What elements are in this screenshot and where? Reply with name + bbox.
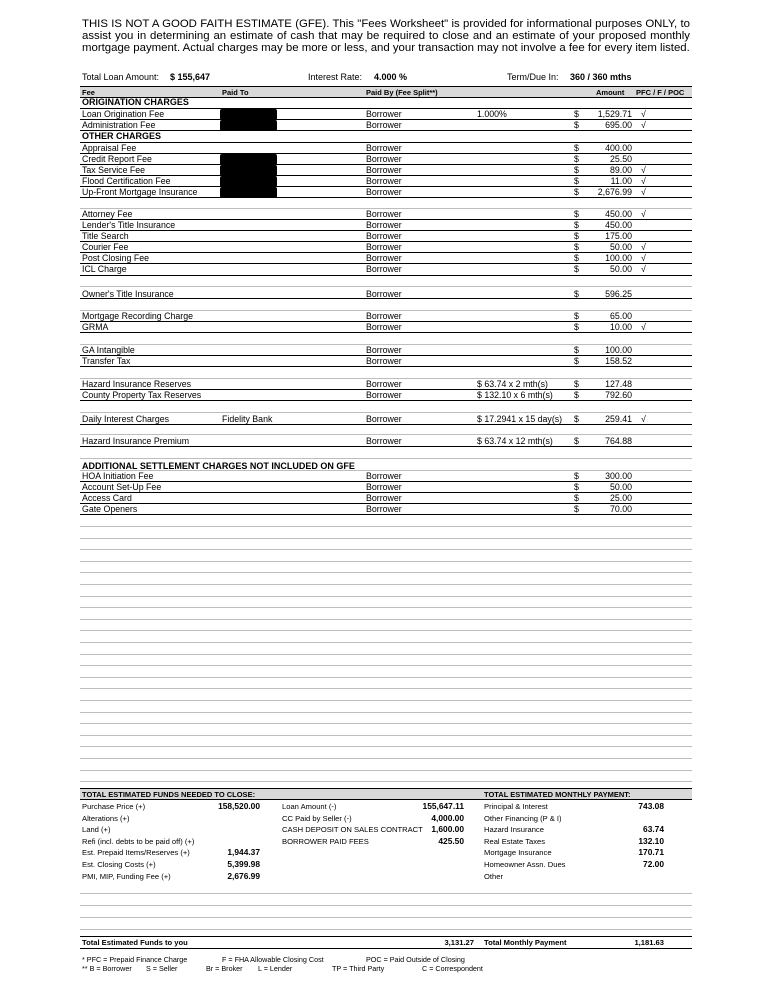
total-line-label: CASH DEPOSIT ON SALES CONTRACT — [282, 825, 423, 835]
rule-line — [80, 470, 692, 471]
fee-currency: $ — [574, 345, 579, 355]
final-totals-row — [80, 937, 692, 948]
disclaimer-text: THIS IS NOT A GOOD FAITH ESTIMATE (GFE). This "Fees Worksheet" is provided for informational purposes ONLY, to assist you in determining an estimate of cash that may be required to close and an estimate of your proposed monthly mortgage payment. Actual charges may be more or less, and your transaction may not involve a fee for every item listed. — [82, 18, 690, 54]
col-amount: Amount — [596, 88, 625, 97]
fee-paid-by: Borrower — [366, 390, 402, 400]
fee-paid-by: Borrower — [366, 322, 402, 332]
rule-line — [80, 142, 692, 143]
fee-amount: 50.00 — [609, 242, 632, 252]
rule-line — [80, 175, 692, 176]
fee-name: Flood Certification Fee — [82, 176, 171, 186]
fee-name: HOA Initiation Fee — [82, 471, 154, 481]
fee-amount: 450.00 — [605, 209, 632, 219]
fee-currency: $ — [574, 220, 579, 230]
total-line-value: 63.74 — [643, 824, 664, 835]
rule-line — [80, 355, 692, 356]
rule-line — [80, 688, 692, 689]
section-origination: ORIGINATION CHARGES — [82, 97, 189, 107]
total-line-label: Homeowner Assn. Dues — [484, 860, 566, 869]
fee-name: Administration Fee — [82, 120, 156, 130]
fee-paid-to: Fidelity Bank — [222, 414, 273, 424]
total-line-label: Principal & Interest — [484, 802, 548, 811]
total-line-label: Other — [484, 871, 503, 881]
rule-line — [80, 677, 692, 678]
rule-line — [80, 526, 692, 527]
fee-name: Hazard Insurance Reserves — [82, 379, 192, 389]
fee-amount: 300.00 — [605, 471, 632, 481]
fee-currency: $ — [574, 165, 579, 175]
rule-line — [80, 619, 692, 620]
monthly-payment-heading: TOTAL ESTIMATED MONTHLY PAYMENT: — [484, 790, 631, 799]
rule-line — [80, 263, 692, 264]
rule-line — [80, 492, 692, 493]
fee-name: Mortgage Recording Charge — [82, 311, 194, 321]
rule-line — [80, 219, 692, 220]
rule-line — [80, 332, 692, 333]
rule-line — [80, 893, 692, 894]
fee-calculation: $ 132.10 x 6 mth(s) — [477, 390, 553, 400]
col-paid-to: Paid To — [222, 88, 249, 97]
pfc-check: √ — [641, 242, 646, 252]
rule-line — [80, 389, 692, 390]
fee-currency: $ — [574, 154, 579, 164]
fee-currency: $ — [574, 390, 579, 400]
rule-line — [80, 446, 692, 447]
rule-line — [80, 735, 692, 736]
redaction-bar — [220, 176, 277, 187]
rule-line — [80, 108, 692, 109]
fee-name: Transfer Tax — [82, 356, 131, 366]
fee-currency: $ — [574, 379, 579, 389]
fee-paid-by: Borrower — [366, 311, 402, 321]
section-other: OTHER CHARGES — [82, 131, 162, 141]
col-pfc: PFC / F / POC — [636, 88, 685, 97]
pfc-check: √ — [641, 414, 646, 424]
fee-paid-by: Borrower — [366, 471, 402, 481]
redaction-bar — [220, 187, 277, 198]
rule-line — [80, 153, 692, 154]
section-additional: ADDITIONAL SETTLEMENT CHARGES NOT INCLUDED ON GFE — [82, 461, 355, 471]
total-line-label: Purchase Price (+) — [82, 802, 146, 811]
total-line-label: Est. Closing Costs (+) — [82, 860, 156, 869]
final-monthly-value: 1,181.63 — [634, 938, 664, 947]
rule-line — [80, 275, 692, 276]
fee-currency: $ — [574, 493, 579, 503]
fee-paid-by: Borrower — [366, 165, 402, 175]
rule-line — [80, 286, 692, 287]
rule-line — [80, 538, 692, 539]
fee-paid-by: Borrower — [366, 414, 402, 424]
total-line-value: 4,000.00 — [431, 812, 464, 823]
rule-line — [80, 549, 692, 550]
fee-amount: 100.00 — [605, 345, 632, 355]
fee-name: Hazard Insurance Premium — [82, 436, 190, 446]
rule-line — [80, 208, 692, 209]
fee-amount: 400.00 — [605, 143, 632, 153]
fee-amount: 596.25 — [605, 289, 632, 299]
fee-paid-by: Borrower — [366, 436, 402, 446]
fee-name: GA Intangible — [82, 345, 135, 355]
total-line-value: 155,647.11 — [422, 801, 464, 811]
final-monthly-label: Total Monthly Payment — [484, 938, 567, 947]
total-line-value: 1,944.37 — [227, 847, 260, 858]
legend-item: L = Lender — [258, 964, 293, 973]
fee-paid-by: Borrower — [366, 220, 402, 230]
fee-name: Lender's Title Insurance — [82, 220, 176, 230]
rule-line — [80, 929, 692, 930]
rule-line — [80, 298, 692, 299]
redaction-bar — [220, 165, 277, 176]
fee-paid-by: Borrower — [366, 264, 402, 274]
total-line-value: 170.71 — [638, 847, 664, 858]
fee-name: GRMA — [82, 322, 109, 332]
fee-currency: $ — [574, 187, 579, 197]
fee-currency: $ — [574, 231, 579, 241]
rule-line — [80, 321, 692, 322]
fee-paid-by: Borrower — [366, 504, 402, 514]
fee-currency: $ — [574, 120, 579, 130]
rule-line — [80, 630, 692, 631]
total-line-label: Refi (incl. debts to be paid off) (+) — [82, 836, 195, 846]
pfc-check: √ — [641, 253, 646, 263]
pfc-check: √ — [641, 176, 646, 186]
fee-amount: 11.00 — [610, 176, 632, 186]
totals-header — [80, 788, 692, 800]
fee-amount: 259.41 — [605, 414, 632, 424]
legend-item: C = Correspondent — [422, 964, 483, 973]
fee-calculation: $ 17.2941 x 15 day(s) — [477, 414, 563, 424]
fee-currency: $ — [574, 471, 579, 481]
fee-name: Post Closing Fee — [82, 253, 149, 263]
rule-line — [80, 642, 692, 643]
term-label: Term/Due In: — [507, 72, 559, 82]
fee-currency: $ — [574, 289, 579, 299]
fee-paid-by: Borrower — [366, 154, 402, 164]
total-line-value: 158,520.00 — [218, 801, 260, 811]
total-line-value: 72.00 — [643, 859, 664, 869]
rule-line — [80, 746, 692, 747]
total-line-value: 5,399.98 — [227, 859, 260, 869]
fee-amount: 65.00 — [609, 311, 632, 321]
fee-name: Account Set-Up Fee — [82, 482, 162, 492]
fee-paid-by: Borrower — [366, 289, 402, 299]
total-line-label: Alterations (+) — [82, 813, 130, 823]
rule-line — [80, 344, 692, 345]
rule-line — [80, 230, 692, 231]
redaction-bar — [220, 154, 277, 165]
legend-item: S = Seller — [146, 964, 178, 973]
fee-currency: $ — [574, 436, 579, 446]
final-funds-value: 3,131.27 — [444, 938, 474, 947]
rule-line — [80, 458, 692, 459]
redaction-bar — [220, 109, 277, 120]
fee-name: Daily Interest Charges — [82, 414, 170, 424]
rule-line — [80, 584, 692, 585]
total-line-label: CC Paid by Seller (-) — [282, 813, 352, 823]
total-line-label: Est. Prepaid Items/Reserves (+) — [82, 848, 190, 858]
fee-amount: 158.52 — [605, 356, 632, 366]
fee-amount: 1,529.71 — [597, 109, 632, 119]
fee-name: Up-Front Mortgage Insurance — [82, 187, 198, 197]
pfc-check: √ — [641, 165, 646, 175]
rule-line — [80, 424, 692, 425]
total-line-value: 2,676.99 — [227, 870, 260, 881]
fee-amount: 764.88 — [605, 436, 632, 446]
fee-currency: $ — [574, 264, 579, 274]
pfc-check: √ — [641, 187, 646, 197]
total-line-label: Hazard Insurance — [484, 825, 544, 835]
rule-line — [80, 665, 692, 666]
rule-line — [80, 252, 692, 253]
fee-currency: $ — [574, 322, 579, 332]
term-value: 360 / 360 mths — [570, 72, 632, 82]
total-loan-label: Total Loan Amount: — [82, 72, 160, 82]
fee-currency: $ — [574, 242, 579, 252]
fee-name: Gate Openers — [82, 504, 138, 514]
rule-line — [80, 700, 692, 701]
fee-currency: $ — [574, 356, 579, 366]
pfc-check: √ — [641, 209, 646, 219]
fee-amount: 50.00 — [609, 264, 632, 274]
rule-line — [80, 654, 692, 655]
fee-amount: 25.50 — [609, 154, 632, 164]
fee-calculation: $ 63.74 x 2 mth(s) — [477, 379, 548, 389]
total-line-label: Loan Amount (-) — [282, 802, 337, 811]
fee-name: Appraisal Fee — [82, 143, 137, 153]
total-line-label: Real Estate Taxes — [484, 836, 546, 846]
rule-line — [80, 197, 692, 198]
pfc-check: √ — [641, 109, 646, 119]
rule-line — [80, 164, 692, 165]
fee-amount: 70.00 — [609, 504, 632, 514]
fee-paid-by: Borrower — [366, 209, 402, 219]
legend-item: F = FHA Allowable Closing Cost — [222, 955, 324, 964]
fee-currency: $ — [574, 414, 579, 424]
interest-rate-label: Interest Rate: — [308, 72, 363, 82]
fee-currency: $ — [574, 109, 579, 119]
fee-paid-by: Borrower — [366, 143, 402, 153]
fee-amount: 10.00 — [609, 322, 632, 332]
total-line-value: 1,600.00 — [431, 824, 464, 835]
rule-line — [80, 186, 692, 187]
col-fee: Fee — [82, 88, 95, 97]
total-line-label: Mortgage Insurance — [484, 848, 552, 858]
fee-currency: $ — [574, 253, 579, 263]
rule-line — [80, 712, 692, 713]
fee-paid-by: Borrower — [366, 176, 402, 186]
total-line-label: Other Financing (P & I) — [484, 813, 562, 823]
fee-amount: 175.00 — [605, 231, 632, 241]
rule-line — [80, 723, 692, 724]
fee-currency: $ — [574, 143, 579, 153]
rule-line — [80, 481, 692, 482]
fee-paid-by: Borrower — [366, 482, 402, 492]
fee-row — [0, 264, 768, 275]
rule-line — [80, 412, 692, 413]
redaction-bar — [220, 120, 277, 131]
total-line-label: PMI, MIP, Funding Fee (+) — [82, 871, 171, 881]
pfc-check: √ — [641, 120, 646, 130]
total-line-label: Land (+) — [82, 825, 111, 835]
rule-line — [80, 781, 692, 782]
rule-line — [80, 572, 692, 573]
rule-line — [80, 770, 692, 771]
rule-line — [80, 514, 692, 515]
fee-paid-by: Borrower — [366, 379, 402, 389]
fee-name: Tax Service Fee — [82, 165, 146, 175]
rule-line — [80, 607, 692, 608]
fee-paid-by: Borrower — [366, 120, 402, 130]
fee-amount: 2,676.99 — [597, 187, 632, 197]
fee-name: Attorney Fee — [82, 209, 133, 219]
legend-item: Br = Broker — [206, 964, 243, 973]
fee-amount: 25.00 — [609, 493, 632, 503]
total-line-value: 743.08 — [638, 801, 664, 811]
fee-name: Owner's Title Insurance — [82, 289, 174, 299]
fee-calculation: 1.000% — [477, 109, 507, 119]
fee-paid-by: Borrower — [366, 242, 402, 252]
fee-amount: 100.00 — [605, 253, 632, 263]
rule-line — [80, 378, 692, 379]
fee-name: Title Search — [82, 231, 129, 241]
fee-calculation: $ 63.74 x 12 mth(s) — [477, 436, 553, 446]
legend-item: * PFC = Prepaid Finance Charge — [82, 955, 188, 964]
fee-currency: $ — [574, 504, 579, 514]
legend-item: ** B = Borrower — [82, 964, 132, 973]
fee-paid-by: Borrower — [366, 493, 402, 503]
fee-name: Loan Origination Fee — [82, 109, 165, 119]
fee-amount: 89.00 — [609, 165, 632, 175]
fee-paid-by: Borrower — [366, 253, 402, 263]
rule-line — [80, 758, 692, 759]
rule-line — [80, 503, 692, 504]
fee-paid-by: Borrower — [366, 109, 402, 119]
pfc-check: √ — [641, 264, 646, 274]
fee-paid-by: Borrower — [366, 345, 402, 355]
fee-amount: 50.00 — [609, 482, 632, 492]
legend-item: POC = Paid Outside of Closing — [366, 955, 465, 964]
fee-paid-by: Borrower — [366, 231, 402, 241]
fee-amount: 695.00 — [605, 120, 632, 130]
fee-name: Access Card — [82, 493, 132, 503]
rule-line — [80, 366, 692, 367]
rule-line — [80, 400, 692, 401]
col-paid-by: Paid By (Fee Split**) — [366, 88, 438, 97]
legend-item: TP = Third Party — [332, 964, 385, 973]
rule-line — [80, 561, 692, 562]
total-loan-value: $ 155,647 — [170, 72, 211, 82]
total-line-value: 132.10 — [638, 835, 664, 846]
rule-line — [80, 434, 692, 435]
pfc-check: √ — [641, 322, 646, 332]
fee-currency: $ — [574, 176, 579, 186]
fee-name: Credit Report Fee — [82, 154, 152, 164]
rule-line — [80, 948, 692, 949]
total-line-value: 425.50 — [438, 835, 464, 846]
fee-paid-by: Borrower — [366, 187, 402, 197]
fee-amount: 792.60 — [605, 390, 632, 400]
fee-amount: 127.48 — [605, 379, 632, 389]
rule-line — [80, 917, 692, 918]
fee-currency: $ — [574, 311, 579, 321]
fee-name: County Property Tax Reserves — [82, 390, 202, 400]
fee-name: ICL Charge — [82, 264, 127, 274]
fee-paid-by: Borrower — [366, 356, 402, 366]
final-funds-label: Total Estimated Funds to you — [82, 938, 188, 947]
fee-currency: $ — [574, 482, 579, 492]
fee-amount: 450.00 — [605, 220, 632, 230]
rule-line — [80, 119, 692, 120]
rule-line — [80, 310, 692, 311]
rule-line — [80, 596, 692, 597]
funds-needed-heading: TOTAL ESTIMATED FUNDS NEEDED TO CLOSE: — [82, 790, 256, 799]
rule-line — [80, 130, 692, 131]
rule-line — [80, 241, 692, 242]
rule-line — [80, 905, 692, 906]
fee-currency: $ — [574, 209, 579, 219]
fee-name: Courier Fee — [82, 242, 129, 252]
interest-rate-value: 4.000 % — [374, 72, 408, 82]
total-line-label: BORROWER PAID FEES — [282, 836, 369, 846]
